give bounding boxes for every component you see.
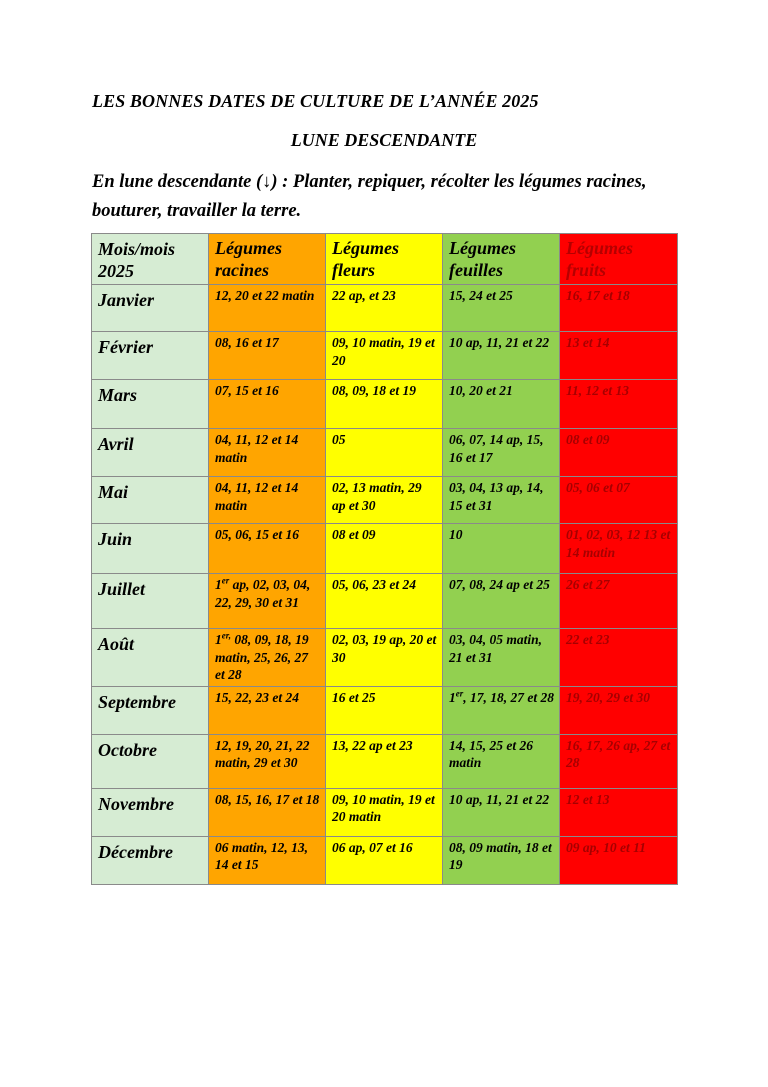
document-subtitle: LUNE DESCENDANTE <box>290 130 478 150</box>
feuilles-cell-text: 14, 15, 25 et 26 matin <box>449 737 533 770</box>
feuilles-cell-text: 10 <box>449 527 463 542</box>
feuilles-cell <box>443 574 560 629</box>
feuilles-cell-text: 10 ap, 11, 21 et 22 <box>449 791 550 807</box>
feuilles-cell <box>443 734 560 788</box>
month-cell-text: Décembre <box>98 841 173 862</box>
racines-cell <box>209 285 326 332</box>
month-cell <box>92 477 209 524</box>
table-row <box>92 836 678 884</box>
feuilles-cell <box>443 686 560 734</box>
fleurs-cell-text: 02, 13 matin, 29 ap et 30 <box>332 480 422 513</box>
fruits-cell <box>560 477 678 524</box>
feuilles-cell-prefix: 1 <box>449 689 456 705</box>
fleurs-cell-text: 16 et 25 <box>332 689 376 705</box>
fruits-cell-text: 26 et 27 <box>566 577 610 592</box>
racines-cell-text: ap, 02, 03, 04, 22, 29, 30 et 31 <box>215 577 311 610</box>
header-month: Mois/mois 2025 <box>92 234 209 285</box>
fleurs-cell-text: 09, 10 matin, 19 et 20 matin <box>332 791 435 824</box>
fleurs-cell-text: 13, 22 ap et 23 <box>332 737 413 753</box>
feuilles-cell-text: 03, 04, 13 ap, 14, 15 et 31 <box>449 480 544 513</box>
month-cell-text: Avril <box>98 434 134 454</box>
feuilles-cell <box>443 285 560 332</box>
fleurs-cell <box>326 788 443 836</box>
feuilles-cell-text: 08, 09 matin, 18 et 19 <box>449 839 552 872</box>
month-cell <box>92 836 209 884</box>
month-cell-text: Mars <box>98 385 138 405</box>
fleurs-cell <box>326 686 443 734</box>
fruits-cell <box>560 285 678 332</box>
table-row <box>92 332 678 380</box>
fleurs-cell <box>326 524 443 574</box>
month-cell <box>92 285 209 332</box>
month-cell <box>92 332 209 380</box>
racines-cell-text: 15, 22, 23 et 24 <box>215 689 299 705</box>
fruits-cell <box>560 734 678 788</box>
fleurs-cell-text: 02, 03, 19 ap, 20 et 30 <box>332 632 437 665</box>
racines-cell-text: 12, 19, 20, 21, 22 matin, 29 et 30 <box>215 737 310 770</box>
feuilles-cell <box>443 380 560 429</box>
month-cell <box>92 574 209 629</box>
feuilles-cell <box>443 332 560 380</box>
month-cell-text: Février <box>98 337 153 357</box>
fleurs-cell-text: 06 ap, 07 et 16 <box>332 839 413 855</box>
fleurs-cell <box>326 285 443 332</box>
racines-cell-text: 08, 16 et 17 <box>215 335 279 350</box>
racines-cell-text: 12, 20 et 22 matin <box>215 288 315 303</box>
fleurs-cell <box>326 380 443 429</box>
table-row <box>92 574 678 629</box>
fruits-cell-text: 11, 12 et 13 <box>566 383 629 398</box>
header-fleurs: Légumes fleurs <box>326 234 443 285</box>
racines-cell <box>209 686 326 734</box>
fleurs-cell <box>326 836 443 884</box>
table-row <box>92 788 678 836</box>
fruits-cell <box>560 332 678 380</box>
fruits-cell-text: 16, 17, 26 ap, 27 et 28 <box>566 737 671 770</box>
racines-cell-text: 08, 09, 18, 19 matin, 25, 26, 27 et 28 <box>215 632 309 682</box>
fleurs-cell-text: 08 et 09 <box>332 527 376 542</box>
planting-calendar-table <box>91 233 678 885</box>
table-row <box>92 524 678 574</box>
feuilles-cell <box>443 429 560 477</box>
header-racines: Légumes racines <box>209 234 326 285</box>
fruits-cell-text: 16, 17 et 18 <box>566 288 630 303</box>
racines-cell <box>209 574 326 629</box>
table-row <box>92 629 678 687</box>
fleurs-cell <box>326 629 443 687</box>
fleurs-cell-text: 22 ap, et 23 <box>332 288 396 303</box>
fruits-cell-text: 05, 06 et 07 <box>566 480 630 495</box>
fleurs-cell <box>326 734 443 788</box>
feuilles-cell-text: 10, 20 et 21 <box>449 383 513 398</box>
fruits-cell-text: 19, 20, 29 et 30 <box>566 689 650 705</box>
racines-cell-superscript: er <box>221 575 230 586</box>
document-title: LES BONNES DATES DE CULTURE DE L’ANNÉE 2025 <box>92 91 539 111</box>
feuilles-cell-text: , 17, 18, 27 et 28 <box>463 689 554 705</box>
racines-cell <box>209 332 326 380</box>
header-fruits: Légumes fruits <box>560 234 678 285</box>
racines-cell-text: 06 matin, 12, 13, 14 et 15 <box>215 839 309 872</box>
feuilles-cell <box>443 477 560 524</box>
feuilles-cell <box>443 788 560 836</box>
month-cell-text: Juillet <box>98 579 146 599</box>
table-row <box>92 734 678 788</box>
racines-cell <box>209 429 326 477</box>
month-cell <box>92 380 209 429</box>
fruits-cell <box>560 380 678 429</box>
racines-cell <box>209 788 326 836</box>
fruits-cell <box>560 788 678 836</box>
feuilles-cell-text: 06, 07, 14 ap, 15, 16 et 17 <box>449 432 544 465</box>
racines-cell-text: 05, 06, 15 et 16 <box>215 527 299 542</box>
fruits-cell-text: 12 et 13 <box>566 791 610 807</box>
racines-cell-text: 07, 15 et 16 <box>215 383 279 398</box>
racines-cell-superscript: er, <box>221 630 232 641</box>
fruits-cell <box>560 574 678 629</box>
month-cell <box>92 629 209 687</box>
racines-cell-text: 08, 15, 16, 17 et 18 <box>215 791 320 807</box>
racines-cell <box>209 524 326 574</box>
racines-cell-prefix: 1 <box>215 577 222 592</box>
month-cell-text: Septembre <box>98 691 176 712</box>
feuilles-cell-text: 03, 04, 05 matin, 21 et 31 <box>449 632 543 665</box>
feuilles-cell <box>443 629 560 687</box>
fruits-cell-text: 09 ap, 10 et 11 <box>566 839 646 855</box>
fruits-cell-text: 08 et 09 <box>566 432 610 447</box>
fruits-cell-text: 13 et 14 <box>566 335 610 350</box>
table-row <box>92 686 678 734</box>
month-cell <box>92 788 209 836</box>
feuilles-cell <box>443 524 560 574</box>
racines-cell-text: 04, 11, 12 et 14 matin <box>215 480 299 513</box>
fleurs-cell <box>326 477 443 524</box>
month-cell <box>92 524 209 574</box>
racines-cell <box>209 380 326 429</box>
table-row <box>92 380 678 429</box>
feuilles-cell-text: 07, 08, 24 ap et 25 <box>449 577 550 592</box>
fruits-cell <box>560 836 678 884</box>
feuilles-cell-superscript: er <box>455 688 464 698</box>
racines-cell-text: 04, 11, 12 et 14 matin <box>215 432 299 465</box>
month-cell-text: Janvier <box>98 290 154 310</box>
month-cell <box>92 429 209 477</box>
fleurs-cell <box>326 332 443 380</box>
table-row <box>92 285 678 332</box>
fruits-cell-text: 01, 02, 03, 12 13 et 14 matin <box>566 527 671 560</box>
table-row <box>92 429 678 477</box>
racines-cell <box>209 477 326 524</box>
fleurs-cell-text: 05 <box>332 432 346 447</box>
table-row <box>92 477 678 524</box>
month-cell-text: Juin <box>98 529 133 549</box>
month-cell <box>92 686 209 734</box>
fleurs-cell-text: 09, 10 matin, 19 et 20 <box>332 335 435 368</box>
month-cell-text: Octobre <box>98 739 157 760</box>
fleurs-cell <box>326 429 443 477</box>
racines-cell <box>209 734 326 788</box>
intro-paragraph: En lune descendante (↓) : Planter, repiquer, récolter les légumes racines, bouturer, travailler la terre. <box>92 172 647 221</box>
fruits-cell-text: 22 et 23 <box>566 632 610 647</box>
month-cell-text: Novembre <box>98 793 174 814</box>
racines-cell <box>209 629 326 687</box>
month-cell-text: Mai <box>98 482 129 502</box>
fruits-cell <box>560 524 678 574</box>
fleurs-cell-text: 08, 09, 18 et 19 <box>332 383 416 398</box>
fleurs-cell-text: 05, 06, 23 et 24 <box>332 577 416 592</box>
fruits-cell <box>560 686 678 734</box>
racines-cell <box>209 836 326 884</box>
fleurs-cell <box>326 574 443 629</box>
header-feuilles: Légumes feuilles <box>443 234 560 285</box>
feuilles-cell-text: 10 ap, 11, 21 et 22 <box>449 335 550 350</box>
racines-cell-prefix: 1 <box>215 632 222 647</box>
month-cell-text: Août <box>98 634 135 654</box>
feuilles-cell-text: 15, 24 et 25 <box>449 288 513 303</box>
fruits-cell <box>560 429 678 477</box>
fruits-cell <box>560 629 678 687</box>
table-header-row <box>92 234 678 285</box>
month-cell <box>92 734 209 788</box>
feuilles-cell <box>443 836 560 884</box>
